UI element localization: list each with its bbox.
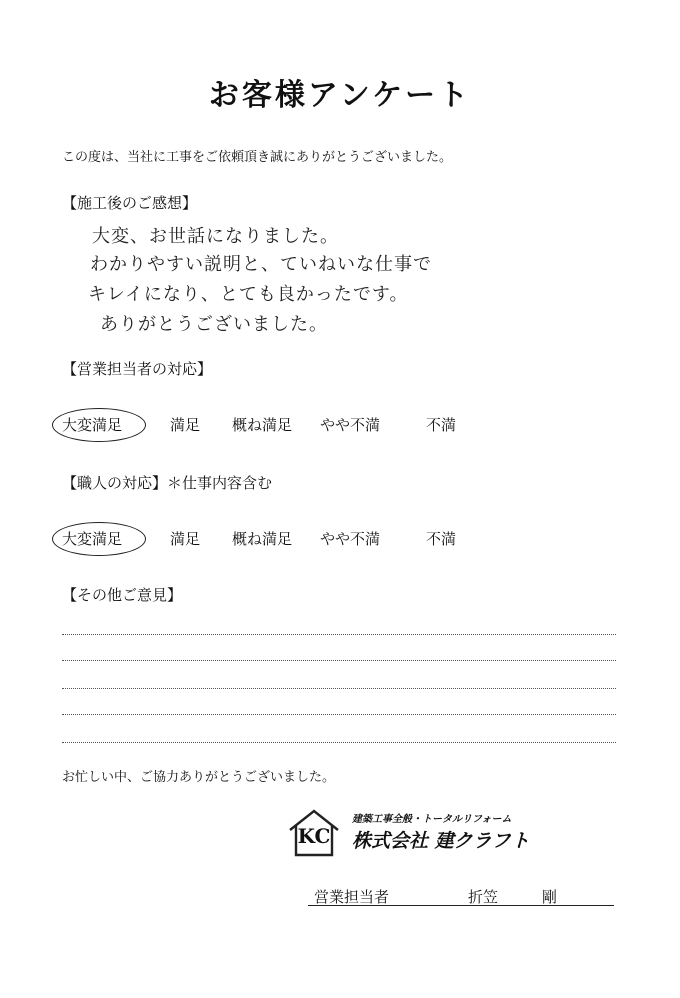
rating-option-dissatisfied: 不満 xyxy=(426,530,457,548)
company-logo-mark xyxy=(288,808,340,858)
comment-line-4 xyxy=(62,714,616,715)
section-heading-craftsman-response: 【職人の対応】＊仕事内容含む xyxy=(62,474,273,492)
comment-line-1 xyxy=(62,634,616,635)
handwritten-line-2: わかりやすい説明と、ていねいな仕事で xyxy=(90,254,432,275)
intro-text: この度は、当社に工事をご依頼頂き誠にありがとうございました。 xyxy=(62,150,453,165)
signature-underline xyxy=(308,905,614,906)
section-heading-sales-response: 【営業担当者の対応】 xyxy=(62,360,213,378)
rating-option-mostly-satisfied: 概ね満足 xyxy=(232,530,293,548)
closing-thanks: お忙しい中、ご協力ありがとうございました。 xyxy=(62,770,336,785)
handwritten-line-1: 大変、お世話になりました。 xyxy=(92,226,339,247)
comment-line-3 xyxy=(62,688,616,689)
rating-option-satisfied: 満足 xyxy=(170,416,201,434)
signature-label: 営業担当者 xyxy=(314,888,390,906)
comment-line-2 xyxy=(62,660,616,661)
signature-name-last: 折笠 xyxy=(468,888,499,906)
rating-option-very-satisfied: 大変満足 xyxy=(62,416,123,434)
company-tagline: 建築工事全般・トータルリフォーム xyxy=(352,814,512,825)
signature-name-first: 剛 xyxy=(542,888,558,906)
handwritten-line-3: キレイになり、とても良かったです。 xyxy=(88,284,409,305)
section-heading-impressions: 【施工後のご感想】 xyxy=(62,194,198,212)
company-name: 株式会社 建クラフト xyxy=(352,830,530,852)
comment-line-5 xyxy=(62,742,616,743)
rating-option-very-satisfied: 大変満足 xyxy=(62,530,123,548)
section-heading-other-comments: 【その他ご意見】 xyxy=(62,586,183,604)
rating-option-satisfied: 満足 xyxy=(170,530,201,548)
handwritten-line-4: ありがとうございました。 xyxy=(100,314,328,335)
page-title: お客様アンケート xyxy=(208,78,472,113)
rating-option-slightly-dissatisfied: やや不満 xyxy=(320,416,381,434)
rating-option-dissatisfied: 不満 xyxy=(426,416,457,434)
rating-option-mostly-satisfied: 概ね満足 xyxy=(232,416,293,434)
logo-mark-letters: KC xyxy=(297,824,331,848)
rating-option-slightly-dissatisfied: やや不満 xyxy=(320,530,381,548)
